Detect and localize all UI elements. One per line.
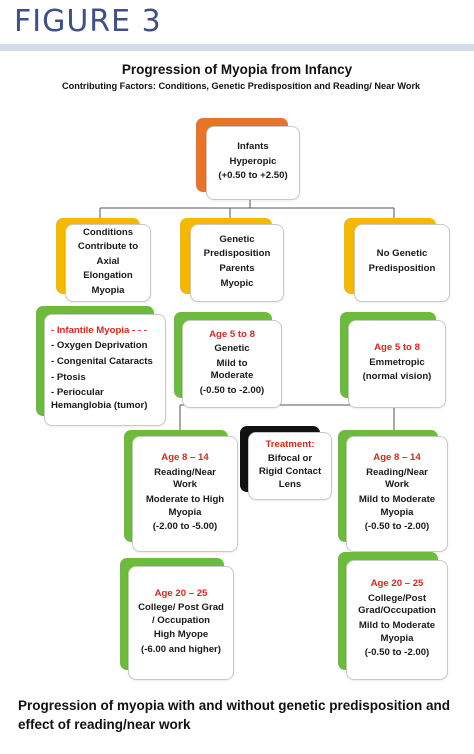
age8-right-line-3: Mild to Moderate <box>358 494 436 505</box>
age5-emmetropic-line-1: Emmetropic <box>369 356 425 368</box>
age5-genetic-line-1: Genetic <box>214 343 250 355</box>
age20-left-line-3: High Myope <box>153 629 209 641</box>
genetic-line-4: Myopic <box>220 277 254 289</box>
age20-right-line-4: Myopia <box>380 632 414 644</box>
condition-item-1: - Infantile Myopia - - - <box>51 324 147 336</box>
node-treatment-box <box>248 432 332 500</box>
age20-left-line-1: College/ Post Grad <box>138 602 224 614</box>
age8-right-line-4: Myopia <box>380 506 414 518</box>
conditions-line-4: Elongation <box>83 270 133 282</box>
infants-line-1: Infants <box>237 141 269 153</box>
age20-left-line-4: (-6.00 and higher) <box>141 643 221 655</box>
treatment-line-2: Rigid Contact <box>258 466 322 477</box>
age5-genetic-line-4: (-0.50 to -2.00) <box>199 384 265 396</box>
condition-item-6: Hemanglobia (tumor) <box>51 399 148 411</box>
age8-left-line-1: Reading/Near <box>154 466 216 478</box>
node-age5-emmetropic-box <box>348 320 446 408</box>
age20-right-line-3: Mild to Moderate <box>358 620 436 631</box>
diagram-subtitle: Contributing Factors: Conditions, Genetic Predisposition and Reading/ Near Work <box>62 81 421 91</box>
age8-right-line-2: Work <box>385 479 409 491</box>
figure-label: FIGURE 3 <box>14 4 162 39</box>
diagram-title: Progression of Myopia from Infancy <box>121 62 353 77</box>
age5-emmetropic-age: Age 5 to 8 <box>374 342 420 354</box>
age20-right-line-2: Grad/Occupation <box>358 605 436 617</box>
age8-right-line-1: Reading/Near <box>366 466 428 478</box>
conditions-line-2: Contribute to <box>77 241 139 253</box>
conditions-line-5: Myopia <box>91 284 125 296</box>
conditions-line-1: Conditions <box>82 226 134 238</box>
node-conditions-box <box>65 224 151 302</box>
age5-genetic-line-3: Moderate <box>210 370 254 382</box>
age5-genetic-line-2: Mild to <box>216 357 248 369</box>
age8-left-line-4: Myopia <box>168 506 202 518</box>
age20-left-line-2: / Occupation <box>151 614 211 626</box>
node-age20-right-box <box>346 560 448 680</box>
condition-item-3: - Congenital Cataracts <box>51 355 153 367</box>
age20-right-line-1: College/Post <box>367 592 427 604</box>
genetic-line-2: Predisposition <box>203 248 271 260</box>
age8-left-line-2: Work <box>173 479 197 491</box>
age8-right-line-5: (-0.50 to -2.00) <box>364 521 430 533</box>
node-infants-box <box>206 126 300 200</box>
conditions-line-3: Axial <box>96 255 120 267</box>
treatment-line-3: Lens <box>278 478 302 490</box>
no-genetic-line-2: Predisposition <box>368 263 436 274</box>
age5-emmetropic-line-2: (normal vision) <box>362 371 432 383</box>
age8-left-line-3: Moderate to High <box>145 494 225 505</box>
age20-right-age: Age 20 – 25 <box>370 578 424 590</box>
node-age5-genetic-box <box>182 320 282 408</box>
node-age8-right-box <box>346 436 448 552</box>
no-genetic-line-1: No Genetic <box>376 248 428 260</box>
age8-left-age: Age 8 – 14 <box>161 452 209 464</box>
node-age20-left-box <box>128 566 234 680</box>
age20-left-age: Age 20 – 25 <box>154 587 208 599</box>
condition-item-2: - Oxygen Deprivation <box>51 340 148 352</box>
age5-genetic-age: Age 5 to 8 <box>209 328 255 340</box>
treatment-label: Treatment: <box>265 438 315 450</box>
age8-left-line-5: (-2.00 to -5.00) <box>152 521 218 533</box>
genetic-line-3: Parents <box>219 263 255 274</box>
age8-right-age: Age 8 – 14 <box>373 452 421 464</box>
node-condition-list-box <box>44 314 166 426</box>
treatment-line-1: Bifocal or <box>267 453 313 465</box>
genetic-line-1: Genetic <box>219 233 255 245</box>
infants-line-2: Hyperopic <box>229 155 277 167</box>
infants-line-3: (+0.50 to +2.50) <box>218 170 288 182</box>
condition-item-4: - Ptosis <box>51 371 86 383</box>
node-genetic-box <box>190 224 284 302</box>
node-no-genetic-box <box>354 224 450 302</box>
node-age8-left-box <box>132 436 238 552</box>
age20-right-line-5: (-0.50 to -2.00) <box>364 647 430 659</box>
condition-item-5: - Periocular <box>51 387 104 399</box>
figure-caption: Progression of myopia with and without genetic predisposition and effect of reading/near work <box>18 698 451 732</box>
